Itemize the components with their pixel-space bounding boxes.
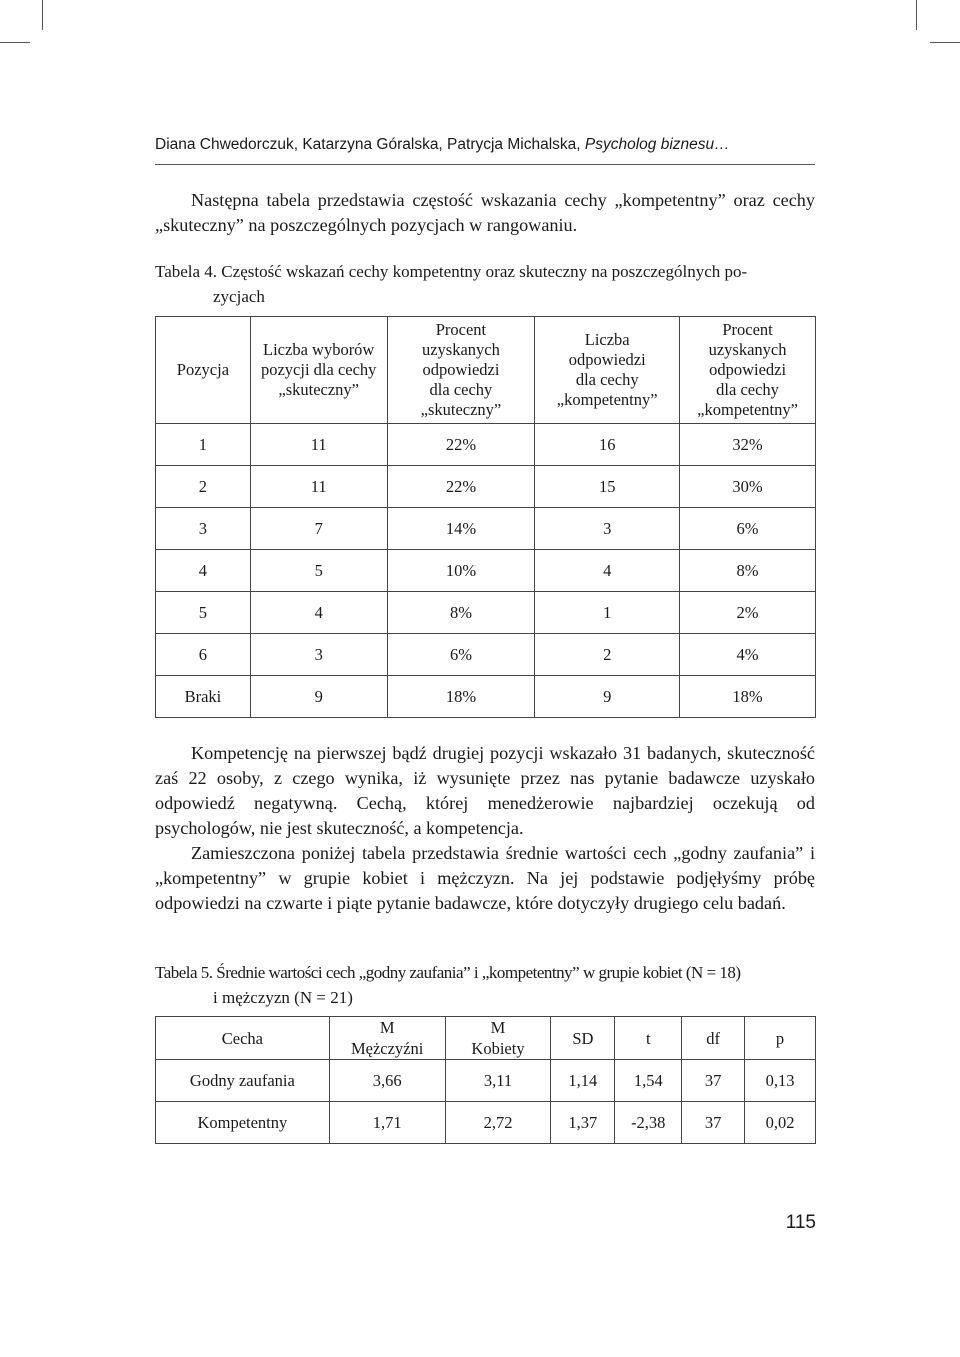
table-cell: 1,14: [551, 1060, 615, 1102]
crop-mark: [916, 0, 917, 30]
table-cell: 15: [535, 466, 680, 508]
table5-caption: [155, 960, 815, 1010]
table-cell: 1: [156, 424, 251, 466]
table-row: [156, 634, 816, 676]
table-cell: 14%: [387, 508, 535, 550]
table-cell: Kompetentny: [156, 1102, 330, 1144]
table-row: [156, 424, 816, 466]
table-cell: 30%: [680, 466, 816, 508]
table-cell: 6%: [387, 634, 535, 676]
table-cell: 2: [156, 466, 251, 508]
table-row: [156, 1060, 816, 1102]
table-row: [156, 508, 816, 550]
table5-caption-line1: Tabela 5. Średnie wartości cech „godny zaufania” i „kompetentny” w grupie kobiet (N = 18): [155, 963, 741, 982]
table-header-row: [156, 1017, 816, 1060]
page-number: 115: [785, 1212, 816, 1233]
table-row: [156, 592, 816, 634]
table-cell: 11: [250, 424, 387, 466]
table-cell: 2%: [680, 592, 816, 634]
header-cell: Liczba wyborów pozycji dla cechy „skuteczny”: [250, 317, 387, 424]
table-cell: 0,02: [745, 1102, 816, 1144]
table-cell: 16: [535, 424, 680, 466]
header-cell: Liczba odpowiedzi dla cechy „kompetentny”: [535, 317, 680, 424]
table-cell: 18%: [680, 676, 816, 718]
table-5: [155, 1016, 816, 1144]
header-cell: p: [745, 1017, 816, 1060]
table-cell: 4: [156, 550, 251, 592]
table-cell: 5: [156, 592, 251, 634]
table-cell: 9: [535, 676, 680, 718]
header-cell: t: [615, 1017, 682, 1060]
intro-paragraph: Następna tabela przedstawia częstość wskazania cechy „kompetentny” oraz cechy „skuteczny” na poszczególnych pozycjach w rangowaniu.: [155, 190, 815, 235]
header-cell: Cecha: [156, 1017, 330, 1060]
table-cell: 10%: [387, 550, 535, 592]
table-cell: Braki: [156, 676, 251, 718]
crop-mark: [42, 0, 43, 30]
table-cell: 8%: [387, 592, 535, 634]
header-authors: Diana Chwedorczuk, Katarzyna Góralska, Patrycja Michalska,: [155, 136, 585, 153]
table-cell: 0,13: [745, 1060, 816, 1102]
header-cell: df: [682, 1017, 745, 1060]
table-row: [156, 466, 816, 508]
running-header: [155, 136, 815, 154]
table-cell: 1: [535, 592, 680, 634]
header-cell: M Mężczyźni: [329, 1017, 445, 1060]
table-cell: 37: [682, 1102, 745, 1144]
table-row: [156, 1102, 816, 1144]
paragraph-2: Kompetencję na pierwszej bądź drugiej pozycji wskazało 31 badanych, skuteczność zaś 22 osoby, z czego wynika, iż wysunięte przez nas pytanie badawcze uzyskało odpowiedź negatywną. Cechą, której menedżerowie najbardziej oczekują od psychologów, nie jest skuteczność, a kompetencja.: [155, 743, 815, 838]
table-cell: 37: [682, 1060, 745, 1102]
header-cell: Procent uzyskanych odpowiedzi dla cechy „skuteczny”: [387, 317, 535, 424]
table4-caption-line2: zycjach: [213, 287, 265, 306]
table-cell: 6%: [680, 508, 816, 550]
table-cell: Godny zaufania: [156, 1060, 330, 1102]
table-cell: 11: [250, 466, 387, 508]
crop-mark: [930, 42, 960, 43]
table-cell: 1,71: [329, 1102, 445, 1144]
table-cell: 6: [156, 634, 251, 676]
header-rule: [155, 164, 815, 165]
table-cell: 4: [535, 550, 680, 592]
header-cell: Procent uzyskanych odpowiedzi dla cechy „kompetentny”: [680, 317, 816, 424]
table-cell: 5: [250, 550, 387, 592]
paragraph-3: Zamieszczona poniżej tabela przedstawia średnie wartości cech „godny zaufania” i „kompetentny” w grupie kobiet i mężczyzn. Na jej podstawie podjęłyśmy próbę odpowiedzi na czwarte i piąte pytanie badawcze, które dotyczyły drugiego celu badań.: [155, 843, 815, 913]
table-cell: 22%: [387, 466, 535, 508]
table-cell: 8%: [680, 550, 816, 592]
table-header-row: [156, 317, 816, 424]
table5-caption-line2: i mężczyzn (N = 21): [213, 988, 353, 1007]
header-cell: Pozycja: [156, 317, 251, 424]
table-4: [155, 316, 816, 718]
table-cell: 32%: [680, 424, 816, 466]
table4-caption: [155, 259, 815, 309]
table-cell: 1,37: [551, 1102, 615, 1144]
table-cell: 22%: [387, 424, 535, 466]
header-cell: M Kobiety: [445, 1017, 551, 1060]
table-cell: 3,11: [445, 1060, 551, 1102]
table-cell: 3,66: [329, 1060, 445, 1102]
table-cell: 7: [250, 508, 387, 550]
table-cell: 3: [250, 634, 387, 676]
table-cell: 2: [535, 634, 680, 676]
table-cell: 9: [250, 676, 387, 718]
table-cell: 3: [156, 508, 251, 550]
header-book-title: Psycholog biznesu…: [584, 136, 730, 153]
table-cell: 4%: [680, 634, 816, 676]
table4-caption-line1: Tabela 4. Częstość wskazań cechy kompetentny oraz skuteczny na poszczególnych po-: [155, 262, 748, 281]
table-row: [156, 550, 816, 592]
table-cell: 2,72: [445, 1102, 551, 1144]
table-cell: 3: [535, 508, 680, 550]
table-cell: -2,38: [615, 1102, 682, 1144]
table-cell: 18%: [387, 676, 535, 718]
table-cell: 4: [250, 592, 387, 634]
table-cell: 1,54: [615, 1060, 682, 1102]
table-row: [156, 676, 816, 718]
crop-mark: [0, 42, 30, 43]
header-cell: SD: [551, 1017, 615, 1060]
